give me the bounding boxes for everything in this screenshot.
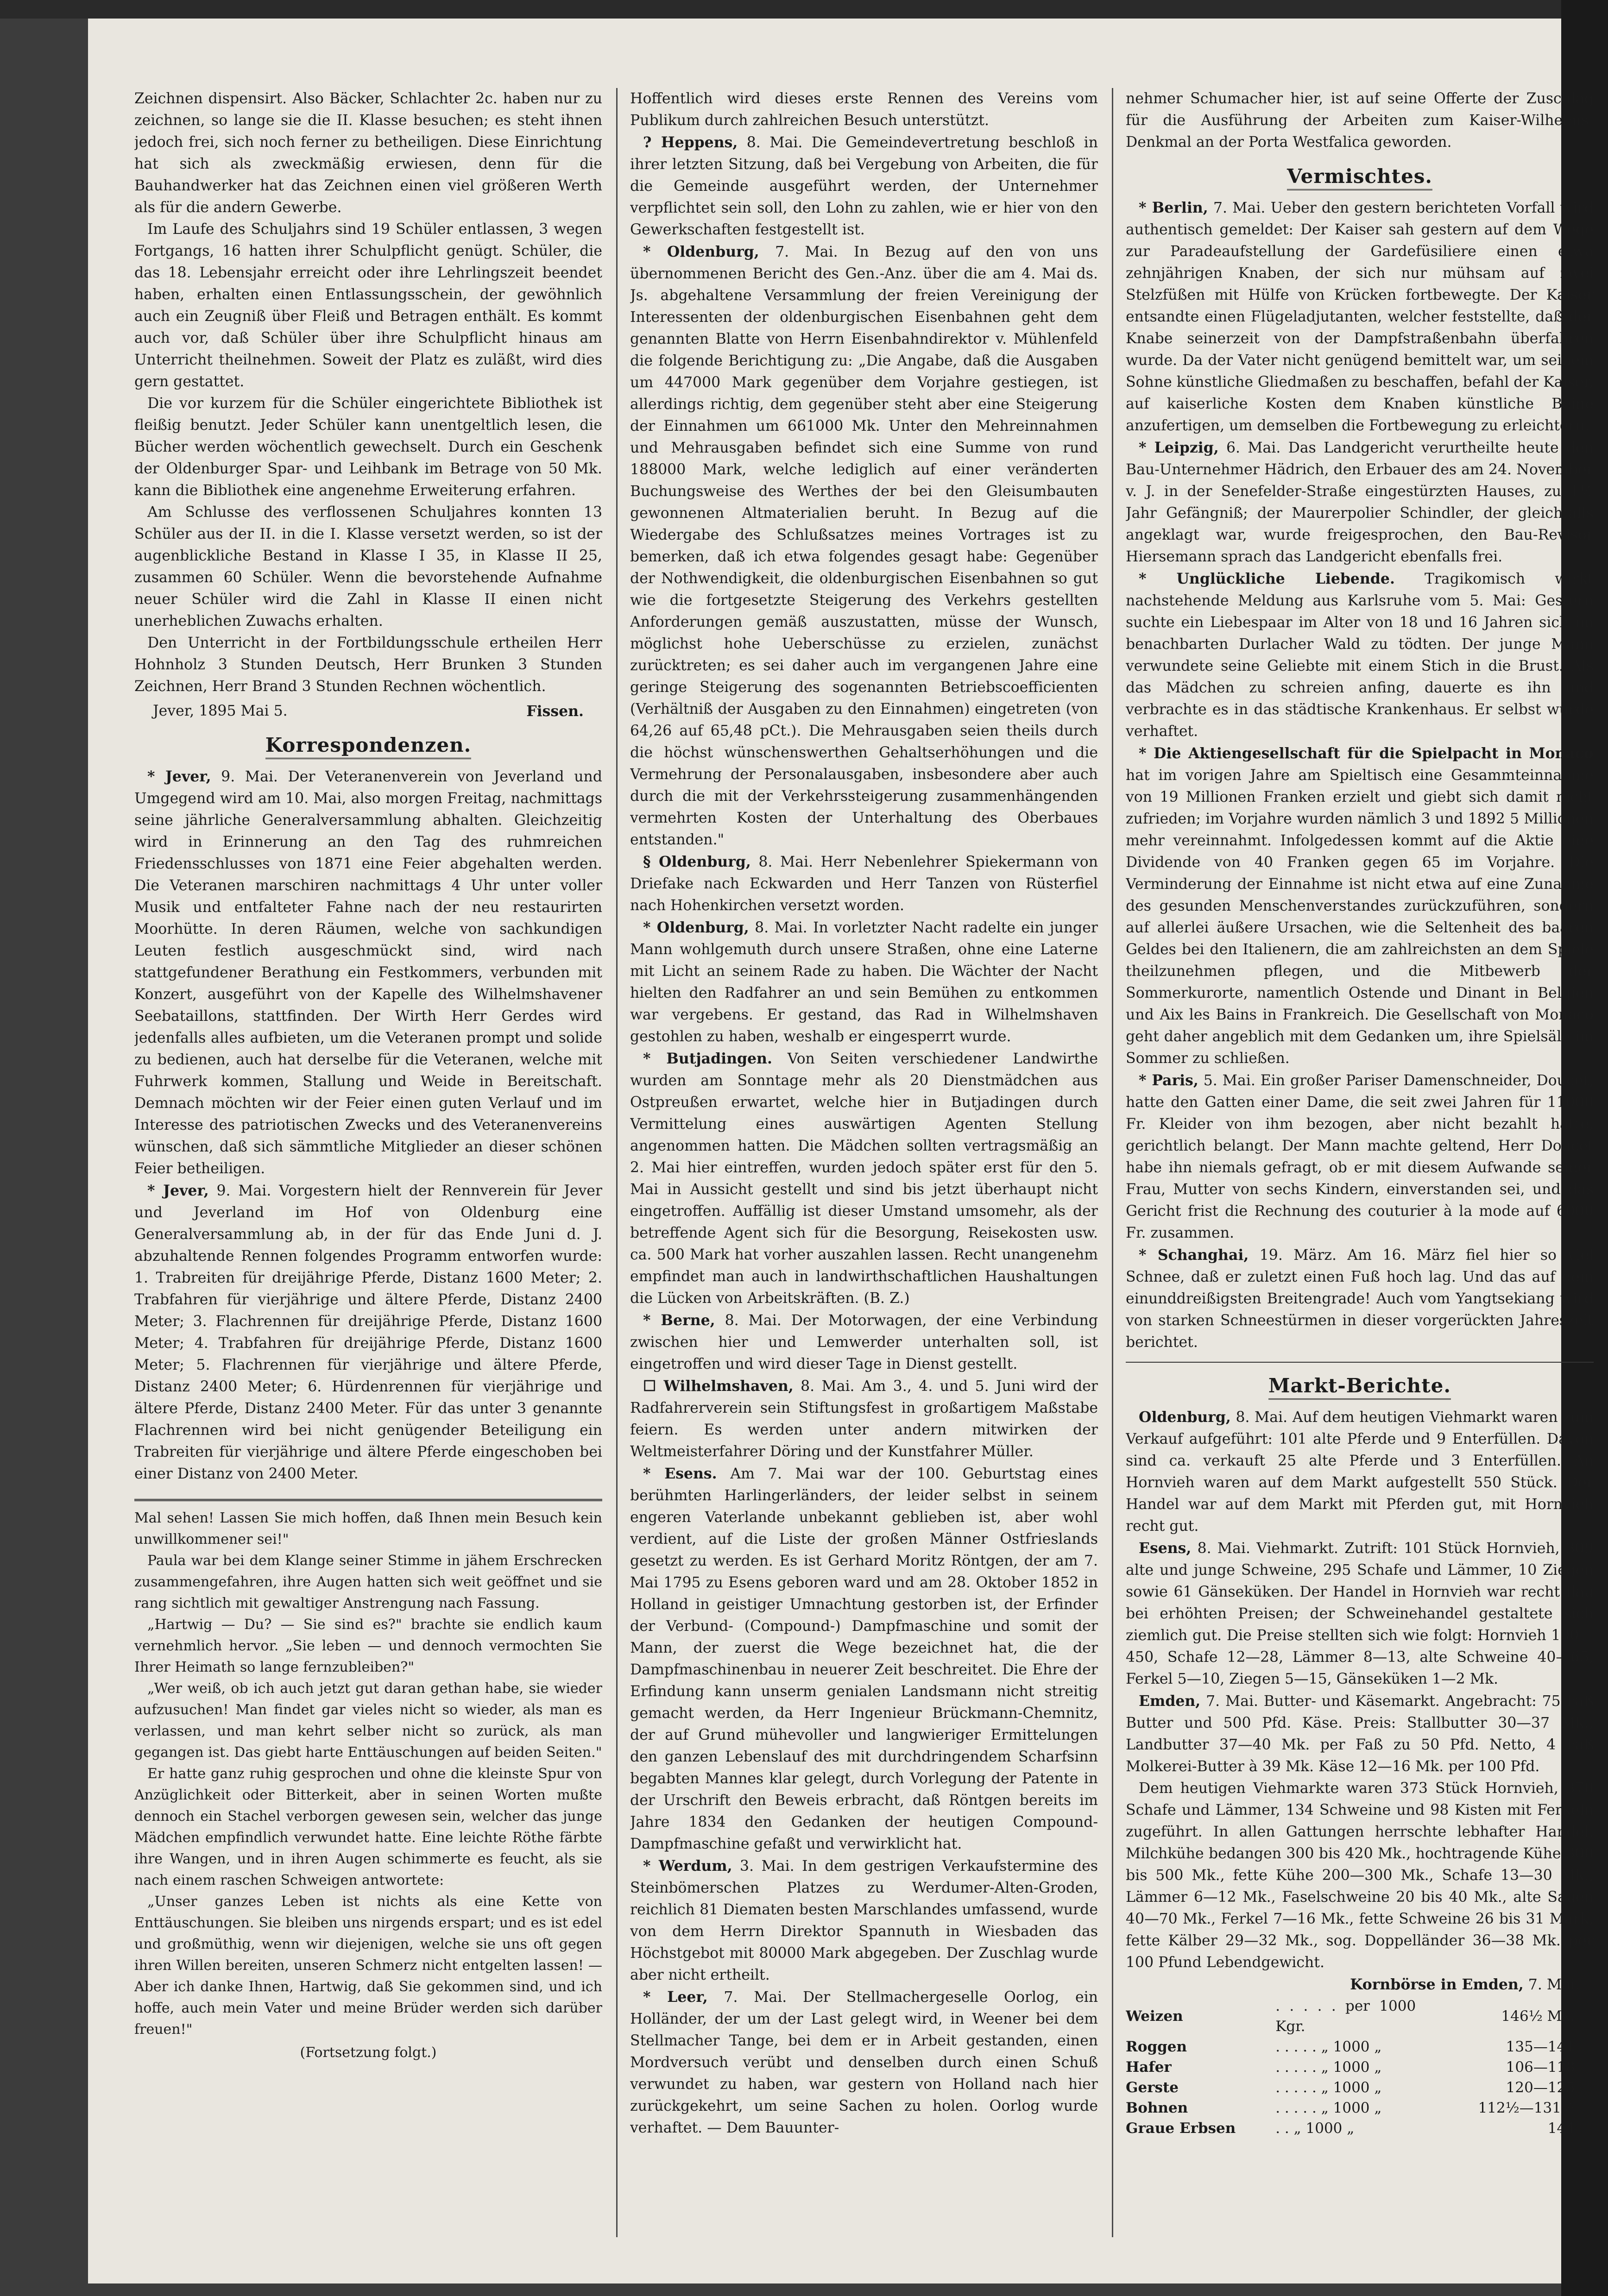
article-place: ? Heppens,	[643, 134, 738, 151]
article-text: 5. Mai. Ein großer Pariser Damenschneider, Doucet, hatte den Gatten einer Dame, die seit zwei Jahren für 11000 Fr. Kleider von ihm bezogen, aber nicht bezahlt hatte, gerichtlich belangt. Der Mann machte geltend, Herr Doucet habe ihn niemals gefragt, ob er mit diesem Aufwande seiner Frau, Mutter von sechs Kindern, einverstanden sei, und das Gericht frist die Rechnung des couturier à la mode auf 6000 Fr. zusammen.	[1126, 1072, 1594, 1241]
market-text: Dem heutigen Viehmarkte waren 373 Stück Hornvieh, 370 Schafe und Lämmer, 134 Schweine und 98 Kisten mit Ferkeln zugeführt. In allen Gattungen herrschte lebhafter Handel. Milchkühe bedangen 300 bis 420 Mk., hochtragende Kühe 300 bis 500 Mk., fette Kühe 200—300 Mk., Schafe 13—30 Mk., Lämmer 6—12 Mk., Faselschweine 20 bis 40 Mk., alte Sauen 40—70 Mk., Ferkel 7—16 Mk., fette Schweine 26 bis 31 Mark, fette Kälber 29—32 Mk., sog. Doppelländer 36—38 Mk. per 100 Pfund Lebendgewicht.	[1126, 1780, 1594, 1971]
article-place: § Oldenburg,	[643, 853, 751, 870]
article-text: Am 7. Mai war der 100. Geburtstag eines berühmten Harlingerländers, der leider selbst in seinem engeren Vaterlande unbekannt geblieben ist, aber wohl verdient, auf die Liste der großen Männer Ostfrieslands gesetzt zu werden. Es ist Gerhard Moritz Röntgen, der am 7. Mai 1795 zu Esens geboren ward und am 28. Oktober 1852 in Holland in geistiger Umnachtung gestorben ist, der Erfinder der Verbund- (Compound-) Dampfmaschine und somit der Mann, der zuerst die Wege bezeichnet hat, die der Dampfmaschinenbau in neuerer Zeit beschreitet. Die Ehre der Erfindung kann unserm genialen Landsmann nicht streitig gemacht werden, da Herr Ingenieur Brückmann-Chemnitz, der auf Grund mühevoller und langwieriger Ermittelungen den ganzen Lebenslauf des mit durchdringendem Scharfsinn begabten Mannes klar gelegt, durch Vorlegung der Patente in der Urschrift den Beweis erbracht, daß Röntgen bereits im Jahre 1834 den Gedanken der heutigen Compound-Dampfmaschine gefaßt und verwirklicht hat.	[630, 1466, 1098, 1852]
column-rule	[616, 88, 618, 2237]
grain-name: Weizen	[1126, 2008, 1183, 2025]
article-place: * Esens.	[643, 1465, 717, 1482]
grain-price: 120—125	[1506, 2079, 1575, 2096]
grain-exchange-heading	[1126, 1974, 1594, 1996]
article	[630, 1309, 1098, 1375]
article-text: 7. Mai. Der Stellmachergeselle Oorlog, ein Holländer, der um der Last gelegt wird, in Weener bei dem Stellmacher Tange, bei dem er in Arbeit gestanden, einen Mordversuch verübt und denselben durch einen Schuß verwundet zu haben, war gestern von Holland nach hier zurückgekehrt, um seine Sachen zu holen. Oorlog wurde verhaftet. — Dem Bauunter-	[630, 1989, 1098, 2136]
table-row	[1126, 1996, 1594, 2037]
paragraph: Die vor kurzem für die Schüler eingerichtete Bibliothek ist fleißig benutzt. Jeder Schüler kann unentgeltlich lesen, die Bücher werden wöchentlich gewechselt. Durch ein Geschenk der Oldenburger Spar- und Leihbank im Betrage von 50 Mk. kann die Bibliothek eine angenehme Erweiterung erfahren.	[134, 395, 602, 499]
continued-note: (Fortsetzung folgt.)	[300, 2044, 437, 2061]
article-text: 6. Mai. Das Landgericht verurtheilte heute den Bau-Unternehmer Hädrich, den Erbauer des am 24. November v. J. in der Senefelder-Straße eingestürzten Hauses, zu 1½ Jahr Gefängniß; der Maurerpolier Schindler, der gleichfalls angeklagt war, wurde freigesprochen, den Bau-Revisor Hiersemann sprach das Landgericht ebenfalls frei.	[1126, 440, 1594, 565]
grain-price: 146½ Mk.	[1501, 2008, 1575, 2025]
article-place: * Jever,	[147, 768, 211, 785]
article-text: 19. März. Am 16. März fiel hier so viel Schnee, daß er zuletzt einen Fuß hoch lag. Und das auf dem einunddreißigsten Breitengrade! Auch vom Yangtsekiang wird von starken Schneestürmen in dieser vorgerückten Jahreszeit berichtet.	[1126, 1247, 1594, 1351]
column-3	[1126, 88, 1594, 2265]
grain-price: 112½—131¼	[1478, 2100, 1575, 2116]
grain-name: Bohnen	[1126, 2100, 1188, 2116]
article	[1126, 1244, 1594, 1353]
feuilleton-paragraph: Paula war bei dem Klange seiner Stimme in jähem Erschrecken zusammengefahren, ihre Augen hatten sich weit geöffnet und sie rang sichtlich mit gewaltiger Anstrengung nach Fassung.	[134, 1553, 602, 1611]
section-heading	[1126, 165, 1594, 190]
grain-unit: . . „ 1000 „	[1275, 2120, 1355, 2137]
article	[630, 1855, 1098, 1986]
paragraph: Am Schlusse des verflossenen Schuljahres konnten 13 Schüler aus der II. in die I. Klasse versetzt werden, so ist der augenblickliche Bestand in Klasse I 35, in Klasse II 25, zusammen 60 Schüler. Wenn die bevorstehende Aufnahme neuer Schüler wird die Zahl in Klasse II einen nicht unerheblichen Zuwachs erhalten.	[134, 504, 602, 629]
article-place: * Oldenburg,	[643, 919, 749, 936]
section-title-vermischtes: Vermischtes.	[1287, 165, 1432, 190]
article-text: hat im vorigen Jahre am Spieltisch eine Gesammteinnahme von 19 Millionen Franken erzielt und giebt sich damit nicht zufrieden; im Vorjahre wurden nämlich 3 und 1892 5 Millionen mehr vereinnahmt. Infolgedessen kommt auf die Aktie eine Dividende von 40 Franken gegen 65 im Vorjahre. Die Verminderung der Einnahme ist nicht etwa auf eine Zunahme des gesunden Menschenverstandes zurückzuführen, sondern auf allerlei äußere Ursachen, wie die Seltenheit des baaren Geldes bei den Italienern, die am zahlreichsten an dem Spiele theilzunehmen pflegen, und die Mitbewerb der Sommerkurorte, namentlich Ostende und Dinant in Belgien und Aix les Bains in Frankreich. Die Gesellschaft von Monaco geht daher angeblich mit dem Gedanken um, ihre Spielsäle im Sommer zu schließen.	[1126, 767, 1594, 1067]
grain-name: Hafer	[1126, 2059, 1172, 2076]
paragraph: Im Laufe des Schuljahrs sind 19 Schüler entlassen, 3 wegen Fortgangs, 16 hatten ihrer Schulpflicht genügt. Schüler, die das 18. Lebensjahr erreicht oder ihre Lehrlingszeit beendet haben, erhalten einen Entlassungsschein, der gewöhnlich auch ein Zeugniß über Fleiß und Betragen enthält. Es kommt auch vor, daß Schüler über ihre Schulpflicht hinaus am Unterricht theilnehmen. Soweit der Platz es zuläßt, wird dies gern gestattet.	[134, 221, 602, 390]
article	[1126, 197, 1594, 437]
feuilleton-divider	[134, 1499, 602, 1501]
article-text: 8. Mai. Der Motorwagen, der eine Verbindung zwischen hier und Lemwerder unterhalten soll, ist eingetroffen und wird dieser Tage in Dienst gestellt.	[630, 1312, 1098, 1372]
grain-name: Graue Erbsen	[1126, 2120, 1236, 2137]
article-text: 8. Mai. In vorletzter Nacht radelte ein junger Mann wohlgemuth durch unsere Straßen, ohne eine Laterne mit Licht an seinem Rade zu haben. Die Wächter der Nacht hielten den Radfahrer an und sein Bemühen zu entkommen war vergebens. Er gestand, das Rad in Wilhelmshaven gestohlen zu haben, weshalb er eingesperrt wurde.	[630, 919, 1098, 1045]
article-text: 7. Mai. In Bezug auf den von uns übernommenen Bericht des Gen.-Anz. über die am 4. Mai ds. Js. abgehaltene Versammlung der freien Vereinigung der Interessenten der oldenburgischen Eisenbahnen geht dem genannten Blatte von Herrn Eisenbahndirektor v. Mühlenfeld die folgende Berichtigung zu: „Die Angabe, daß die Ausgaben um 447000 Mark gegenüber dem Vorjahre gestiegen, ist allerdings richtig, dem gegenüber steht aber eine Steigerung der Einnahmen um 661000 Mk. Unter den Mehreinnahmen und Mehrausgaben befindet sich eine Summe von rund 188000 Mark, welche lediglich auf einer veränderten Buchungsweise des Werthes der bei den Gleisumbauten gewonnenen Altmaterialien beruht. In Bezug auf die Wiedergabe des Schlußsatzes meines Vortrages ist zu bemerken, daß ich etwa folgendes gesagt habe: Gegenüber der Nothwendigkeit, die oldenburgischen Eisenbahnen so gut wie die fortgesetzte Steigerung des Verkehrs gestellten Anforderungen gemäß auszustatten, müsse der Wunsch, möglichst hohe Ueberschüsse zu erzielen, zunächst zurücktreten; es sei daher auch im vergangenen Jahre eine geringe Steigerung des sogenannten Betriebscoefficienten (Verhältniß der Ausgaben zu den Einnahmen) eingetreten (von 64,26 auf 65,48 pCt.). Die Mehrausgaben seien theils durch die höchst wünschenswerthen Gehaltserhöhungen und die Vermehrung der Personalausgaben, insbesondere aber auch durch die mit der Verkehrssteigerung zusammenhängenden vermehrten Kosten der Unterhaltung des Oberbaues entstanden."	[630, 244, 1098, 848]
paragraph: Den Unterricht in der Fortbildungsschule ertheilen Herr Hohnholz 3 Stunden Deutsch, Herr Brunken 3 Stunden Zeichnen, Herr Brand 3 Stunden Rechnen wöchentlich.	[134, 635, 602, 695]
feuilleton-paragraph: „Unser ganzes Leben ist nichts als eine Kette von Enttäuschungen. Sie bleiben uns nirgends erspart; und es ist edel und großmüthig, wenn wir diejenigen, welche sie uns oft gegen ihren Willen bereiten, unseren Schmerz nicht entgelten lassen! — Aber ich danke Ihnen, Hartwig, daß Sie gekommen sind, und ich hoffe, auch mein Vater und meine Brüder werden sich darüber freuen!"	[134, 1893, 602, 2038]
section-title-markt-berichte: Markt-Berichte.	[1268, 1375, 1451, 1400]
grain-price-table	[1126, 1996, 1594, 2139]
article-place: * Leipzig,	[1139, 439, 1219, 456]
market-report	[1126, 1406, 1594, 1537]
paragraph: Hoffentlich wird dieses erste Rennen des Vereins vom Publikum durch zahlreichen Besuch unterstützt.	[630, 90, 1098, 129]
article-text: 7. Mai. Ueber den gestern berichteten Vorfall wird authentisch gemeldet: Der Kaiser sah gestern auf dem Wege zur Paradeaufstellung der Gardefüsiliere einen etwa zehnjährigen Knaben, der sich nur mühsam auf zwei Stelzfüßen mit Hülfe von Krücken fortbewegte. Der Kaiser entsandte einen Flügeladjutanten, welcher feststellte, daß der Knabe seinerzeit von der Dampfstraßenbahn überfahren wurde. Da der Vater nicht genügend bemittelt war, um seinem Sohne künstliche Gliedmaßen zu beschaffen, befahl der Kaiser, auf kaiserliche Kosten dem Knaben künstliche Beine anzufertigen, um demselben die Fortbewegung zu erleichtern.	[1126, 200, 1594, 434]
grain-unit: . . . . . „ 1000 „	[1275, 2038, 1382, 2055]
feuilleton-paragraph: Mal sehen! Lassen Sie mich hoffen, daß Ihnen mein Besuch kein unwillkommener sei!"	[134, 1510, 602, 1547]
market-report	[1126, 1690, 1594, 1778]
article	[630, 851, 1098, 917]
article-place: * Unglückliche Liebende.	[1139, 570, 1395, 587]
article	[630, 917, 1098, 1048]
market-place: Emden,	[1139, 1692, 1201, 1710]
market-text: 8. Mai. Viehmarkt. Zutrift: 101 Stück Hornvieh, 309 alte und junge Schweine, 295 Schafe und Lämmer, 10 Ziegen sowie 61 Gänseküken. Der Handel in Hornvieh war recht flau bei erhöhten Preisen; der Schweinehandel gestaltete sich ziemlich gut. Die Preise stellten sich wie folgt: Hornvieh 100—450, Schafe 12—28, Lämmer 8—13, alte Schweine 40—65, Ferkel 5—10, Ziegen 5—15, Gänseküken 1—2 Mk.	[1126, 1540, 1594, 1687]
market-text: 8. Mai. Auf dem heutigen Viehmarkt waren zum Verkauf aufgeführt: 101 alte Pferde und 9 Enterfüllen. Davon sind ca. verkauft 25 alte Pferde und 3 Enterfüllen. An Hornvieh waren auf dem Markt aufgestellt 550 Stück. Der Handel war auf dem Markt mit Pferden gut, mit Hornvieh recht gut.	[1126, 1409, 1594, 1535]
column-rule	[1112, 88, 1113, 2237]
signature-line	[134, 700, 602, 722]
table-row	[1126, 2057, 1594, 2077]
grain-exchange-date: 7. Mai.	[1528, 1976, 1580, 1993]
article	[1126, 742, 1594, 1069]
grain-name: Gerste	[1126, 2079, 1179, 2096]
paragraph: Zeichnen dispensirt. Also Bäcker, Schlachter 2c. haben nur zu zeichnen, so lange sie die II. Klasse besuchen; es steht ihnen jedoch frei, sich noch ferner zu betheiligen. Diese Einrichtung hat sich als zweckmäßig erwiesen, denn für die Bauhandwerker hat das Zeichnen einen viel größeren Werth als für die andern Gewerbe.	[134, 90, 602, 216]
grain-unit: . . . . . „ 1000 „	[1275, 2079, 1382, 2096]
article-text: 3. Mai. In dem gestrigen Verkaufstermine des Steinbömerschen Platzes zu Werdumer-Alten-Groden, reichlich 81 Diematen besten Marschlandes umfassend, wurde von dem Herrn Direktor Spannuth in Wiesbaden das Höchstgebot mit 80000 Mark abgegeben. Der Zuschlag wurde aber nicht ertheilt.	[630, 1858, 1098, 1983]
market-report	[1126, 1778, 1594, 1974]
article-place: * Butjadingen.	[643, 1050, 772, 1067]
market-place: Oldenburg,	[1139, 1409, 1231, 1426]
market-place: Esens,	[1139, 1540, 1192, 1557]
article-place: * Oldenburg,	[643, 243, 759, 260]
grain-price: 106—118	[1506, 2059, 1575, 2076]
market-text: 7. Mai. Butter- und Käsemarkt. Angebracht: 75 Faß Butter und 500 Pfd. Käse. Preis: Stallbutter 30—37 Mk., Landbutter 37—40 Mk. per Faß zu 50 Pfd. Netto, 4 Faß Molkerei-Butter à 39 Mk. Käse 12—16 Mk. per 100 Pfd.	[1126, 1693, 1594, 1775]
article	[630, 1048, 1098, 1309]
article	[630, 1463, 1098, 1855]
section-divider	[1126, 1362, 1594, 1363]
article-place: ☐ Wilhelmshaven,	[643, 1378, 794, 1395]
grain-unit: . . . . . „ 1000 „	[1275, 2100, 1382, 2116]
article	[1126, 1069, 1594, 1244]
article	[630, 132, 1098, 241]
article	[1126, 568, 1594, 742]
article	[630, 1375, 1098, 1463]
scan-border-top	[0, 0, 1608, 19]
signature-place-date: Jever, 1895 Mai 5.	[153, 703, 288, 719]
table-row	[1126, 2077, 1594, 2098]
grain-unit: . . . . . „ 1000 „	[1275, 2059, 1382, 2076]
market-report	[1126, 1537, 1594, 1690]
article-text: 9. Mai. Vorgestern hielt der Rennverein für Jever und Jeverland im Hof von Oldenburg eine Generalversammlung ab, in der für das Ende Juni d. J. abzuhaltende Rennen folgendes Programm entworfen wurde: 1. Trabreiten für dreijährige Pferde, Distanz 1600 Meter; 2. Trabfahren für vierjährige und ältere Pferde, Distanz 2400 Meter; 3. Flachrennen für dreijährige Pferde, Distanz 1600 Meter; 4. Trabfahren für dreijährige Pferde, Distanz 1600 Meter; 5. Flachrennen für vierjährige und ältere Pferde, Distanz 2400 Meter; 6. Hürdenrennen für vierjährige und ältere Pferde, Distanz 2400 Meter. Für das unter 3 genannte Flachrennen wird bei nicht genügender Beteiligung ein Trabreiten für vierjährige und ältere Pferde eingeschoben bei einer Distanz von 2400 Meter.	[134, 1183, 602, 1482]
article	[134, 766, 602, 1180]
section-title-korrespondenzen: Korrespondenzen.	[265, 734, 472, 759]
article-place: * Werdum,	[643, 1857, 732, 1875]
feuilleton-paragraph: „Hartwig — Du? — Sie sind es?" brachte sie endlich kaum vernehmlich hervor. „Sie leben — und dennoch vermochten Sie Ihrer Heimath so lange fernzubleiben?"	[134, 1617, 602, 1675]
article	[630, 241, 1098, 851]
feuilleton	[134, 1508, 602, 2063]
grain-name: Roggen	[1126, 2038, 1187, 2055]
article-text: 8. Mai. Am 3., 4. und 5. Juni wird der Radfahrerverein sein Stiftungsfest in großartigem Maßstabe feiern. Es werden unter andern mitwirken der Weltmeisterfahrer Döring und der Kunstfahrer Müller.	[630, 1378, 1098, 1460]
grain-price: 144	[1547, 2120, 1575, 2137]
column-2	[630, 88, 1098, 2265]
signature-name: Fissen.	[526, 703, 584, 720]
article	[1126, 437, 1594, 568]
article-text: Von Seiten verschiedener Landwirthe wurden am Sonntage mehr als 20 Dienstmädchen aus Ostpreußen erwartet, welche hier in Butjadingen durch Vermittelung eines auswärtigen Agenten Stellung angenommen hatten. Die Mädchen sollten vertragsmäßig an 2. Mai hier eintreffen, wurden jedoch später erst für den 5. Mai in Aussicht gestellt und sind bis jetzt überhaupt nicht eingetroffen. Auffällig ist dieser Umstand umsomehr, als der betreffende Agent sich für die Besorgung, Reisekosten usw. ca. 500 Mark hat vorher auszahlen lassen. Recht unangenehm empfindet man auch in landwirthschaftlichen Haushaltungen die Lücken von Arbeitskräften. (B. Z.)	[630, 1050, 1098, 1307]
article-text: 8. Mai. Die Gemeindevertretung beschloß in ihrer letzten Sitzung, daß bei Vergebung von Arbeiten, die für die Gemeinde ausgeführt werden, der Unternehmer verpflichtet sein soll, den Lohn zu zahlen, wie er hier von den Gewerkschaften festgestellt ist.	[630, 134, 1098, 238]
article-place: * Die Aktiengesellschaft für die Spielpacht in Monaco	[1139, 745, 1594, 762]
column-1	[134, 88, 602, 2256]
article-place: * Jever,	[147, 1182, 209, 1199]
article-place: * Schanghai,	[1139, 1246, 1249, 1264]
feuilleton-paragraph: „Wer weiß, ob ich auch jetzt gut daran gethan habe, sie wieder aufzusuchen! Man findet gar vieles nicht so wieder, als man es verlassen, und man kehrt selber nicht so zurück, als man gegangen ist. Das giebt harte Enttäuschungen auf beiden Seiten."	[134, 1680, 602, 1761]
grain-price: 135—141	[1506, 2038, 1575, 2055]
section-heading	[134, 734, 602, 759]
article-text: 8. Mai. Herr Nebenlehrer Spiekermann von Driefake nach Eckwarden und Herr Tanzen von Rüsterfiel nach Hohenkirchen versetzt worden.	[630, 854, 1098, 914]
article-text: Tragikomisch wirkt nachstehende Meldung aus Karlsruhe vom 5. Mai: Gestern suchte ein Liebespaar im Alter von 18 und 16 Jahren sich im benachbarten Durlacher Wald zu tödten. Der junge Mann verwundete seine Geliebte mit einem Stich in die Brust. Als das Mädchen zu schreien anfing, dauerte es ihn und verbrachte es in das städtische Krankenhaus. Er selbst wurde verhaftet.	[1126, 571, 1594, 740]
article	[134, 1180, 602, 1485]
paragraph: nehmer Schumacher hier, ist auf seine Offerte der Zuschlag für die Ausführung der Arbeiten zum Kaiser-Wilhelms-Denkmal an der Porta Westfalica geworden.	[1126, 90, 1594, 151]
feuilleton-paragraph: Er hatte ganz ruhig gesprochen und ohne die kleinste Spur von Anzüglichkeit oder Bitterkeit, aber in seinen Worten mußte dennoch ein Stachel verborgen gewesen sein, welcher das junge Mädchen empfindlich verwundet hatte. Eine leichte Röthe färbte ihre Wangen, und in ihren Augen schimmerte es feucht, als sie nach einem raschen Schweigen antwortete:	[134, 1766, 602, 1888]
article-place: * Leer,	[643, 1988, 708, 2006]
article-place: * Berlin,	[1139, 199, 1208, 216]
article-place: * Berne,	[643, 1312, 715, 1329]
article	[630, 1986, 1098, 2139]
article-place: * Paris,	[1139, 1072, 1198, 1089]
newspaper-page	[88, 19, 1594, 2283]
table-row	[1126, 2118, 1594, 2139]
table-row	[1126, 2037, 1594, 2057]
section-heading	[1126, 1375, 1594, 1400]
grain-exchange-title: Kornbörse in Emden,	[1350, 1976, 1524, 1993]
grain-unit: . . . . . per 1000 Kgr.	[1275, 1998, 1416, 2035]
table-row	[1126, 2098, 1594, 2118]
article-text: 9. Mai. Der Veteranenverein von Jeverland und Umgegend wird am 10. Mai, also morgen Freitag, nachmittags seine jährliche Generalversammlung abhalten. Gleichzeitig wird in Erinnerung an den Tag des ruhmreichen Friedensschlusses von 1871 eine Feier abgehalten werden. Die Veteranen marschiren nachmittags 4 Uhr unter voller Musik und entfalteter Fahne nach der neu restaurirten Moorhütte. In deren Räumen, welche von sachkundigen Leuten festlich ausgeschmückt sind, wird nach stattgefundener Berathung ein Festkommers, verbunden mit Konzert, ausgeführt von der Kapelle des Wilhelmshavener Seebataillons, stattfinden. Der Wirth Herr Gerdes wird jedenfalls alles aufbieten, um die Veteranen prompt und solide zu bedienen, auch hat derselbe für die Veteranen, welche mit Fuhrwerk kommen, Stallung und Weide in Bereitschaft. Demnach möchten wir der Feier einen guten Verlauf und im Interesse des patriotischen Zwecks und des Veteranenvereins wünschen, daß sich sämmtliche Mitglieder an dieser schönen Feier betheiligen.	[134, 768, 602, 1177]
